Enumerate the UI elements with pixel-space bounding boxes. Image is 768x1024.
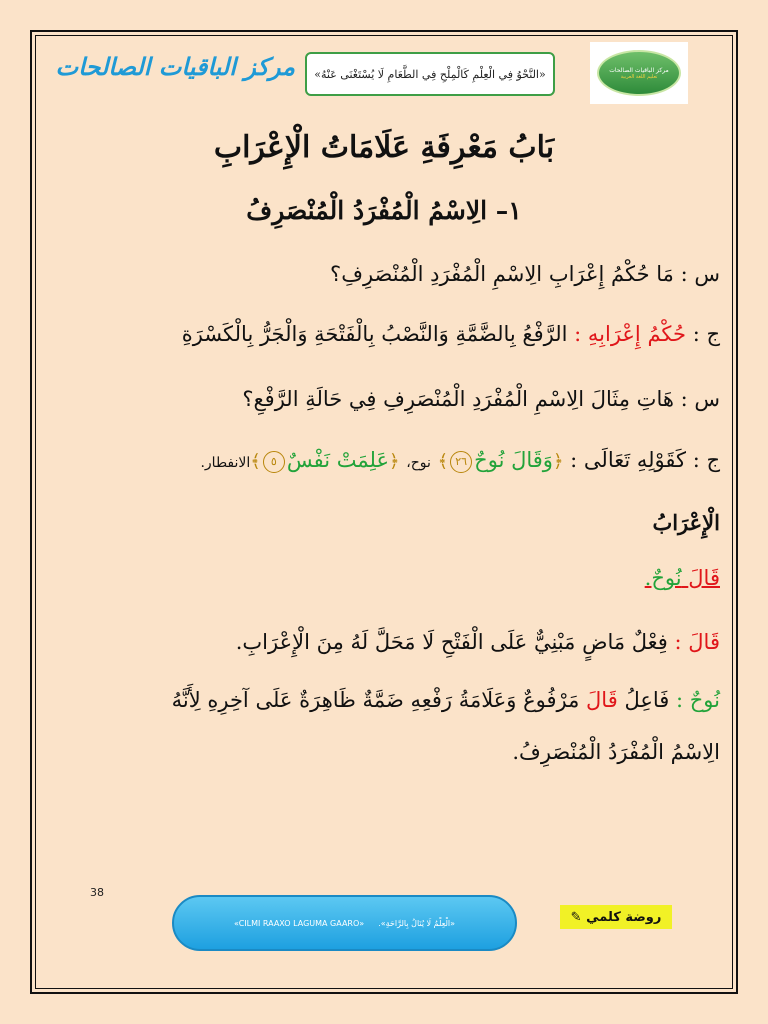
answer-label: ج : — [692, 322, 720, 346]
analysis-text-a: فَاعِلُ — [624, 688, 670, 712]
question-text: مَا حُكْمُ إِعْرَابِ الِاسْمِ الْمُفْرَدِ الْمُنْصَرِفِ؟ — [330, 262, 674, 286]
answer-1 — [40, 322, 720, 346]
center-name: مركز الباقيات الصالحات — [55, 52, 295, 81]
answer-key: حُكْمُ إِعْرَابِهِ : — [574, 322, 686, 346]
ayah-2: عَلِمَتْ نَفْسٌ — [286, 448, 390, 472]
rawda-text: روضة كلمي — [586, 909, 662, 925]
footer-banner — [172, 895, 517, 951]
page-title: بَابُ مَعْرِفَةِ عَلَامَاتُ الْإِعْرَابِ — [213, 130, 555, 165]
example-subject: نُوحٌ. — [644, 566, 682, 590]
answer-label: ج : — [692, 448, 720, 472]
question-1 — [40, 262, 720, 286]
answer-text: الرَّفْعُ بِالضَّمَّةِ وَالنَّصْبُ بِالْفَتْحَةِ وَالْجَرُّ بِالْكَسْرَةِ — [181, 322, 568, 346]
ayah-open-bracket-icon: ﴿ — [389, 451, 400, 472]
logo-emblem — [597, 50, 681, 96]
analysis-word: قَالَ : — [674, 630, 720, 654]
footer-arabic: «الْعِلْمُ لَا يُنَالُ بِالرَّاحَةِ». — [378, 918, 456, 928]
motto-box — [305, 52, 555, 96]
logo-subtext: تعليم اللغة العربية — [620, 73, 658, 80]
question-2 — [40, 387, 720, 411]
page-number: 38 — [90, 886, 104, 899]
ayah-number-1: ٢٦ — [450, 451, 472, 473]
question-text: هَاتِ مِثَالَ الِاسْمِ الْمُفْرَدِ الْمُنْصَرِفِ فِي حَالَةِ الرَّفْعِ؟ — [242, 387, 674, 411]
irab-heading: الْإِعْرَابُ — [652, 510, 720, 535]
motto-text: «النَّحْوُ فِي الْعِلْمِ كَالْمِلْحِ فِي الطَّعَامِ لَا يُسْتَغْنَى عَنْهُ» — [314, 67, 546, 81]
question-label: س : — [680, 387, 720, 411]
logo-text: مركز الباقيات الصالحات — [609, 66, 669, 74]
analysis-text-c: الِاسْمُ الْمُفْرَدُ الْمُنْصَرِفُ. — [512, 740, 720, 764]
ayah-close-bracket-icon: ﴾ — [250, 451, 261, 472]
ayah-close-bracket-icon: ﴾ — [437, 451, 449, 472]
analysis-text-b: مَرْفُوعٌ وَعَلَامَةُ رَفْعِهِ ضَمَّةٌ ظَاهِرَةٌ عَلَى آخِرِهِ لِأَنَّهُ — [171, 688, 580, 712]
analysis-text: فِعْلٌ مَاضٍ مَبْنِيٌّ عَلَى الْفَتْحِ لَا مَحَلَّ لَهُ مِنَ الْإِعْرَابِ. — [235, 630, 668, 654]
question-label: س : — [680, 262, 720, 286]
ayah-1: وَقَالَ نُوحٌ — [474, 448, 553, 472]
example-sentence — [40, 566, 720, 590]
analysis-word: نُوحٌ : — [676, 688, 720, 712]
page-subtitle: ١– الِاسْمُ الْمُفْرَدُ الْمُنْصَرِفُ — [246, 196, 522, 225]
analysis-ref: قَالَ — [586, 688, 618, 712]
pencil-icon: ✎ — [570, 909, 587, 925]
surah-name-2: الانفطار. — [200, 455, 251, 471]
rawda-label — [560, 905, 672, 929]
ayah-open-bracket-icon: ﴿ — [552, 451, 564, 472]
surah-name-1: نوح، — [406, 455, 431, 471]
example-verb: قَالَ — [688, 566, 720, 590]
center-logo — [590, 42, 688, 104]
analysis-subject-cont — [40, 740, 720, 764]
ayah-number-2: ٥ — [263, 451, 285, 473]
answer-2 — [40, 448, 720, 473]
footer-latin: «CILMI RAAXO LAGUMA GAARO» — [233, 918, 365, 928]
analysis-subject — [40, 688, 720, 712]
answer-intro: كَقَوْلِهِ تَعَالَى : — [570, 448, 686, 472]
analysis-verb — [40, 630, 720, 654]
